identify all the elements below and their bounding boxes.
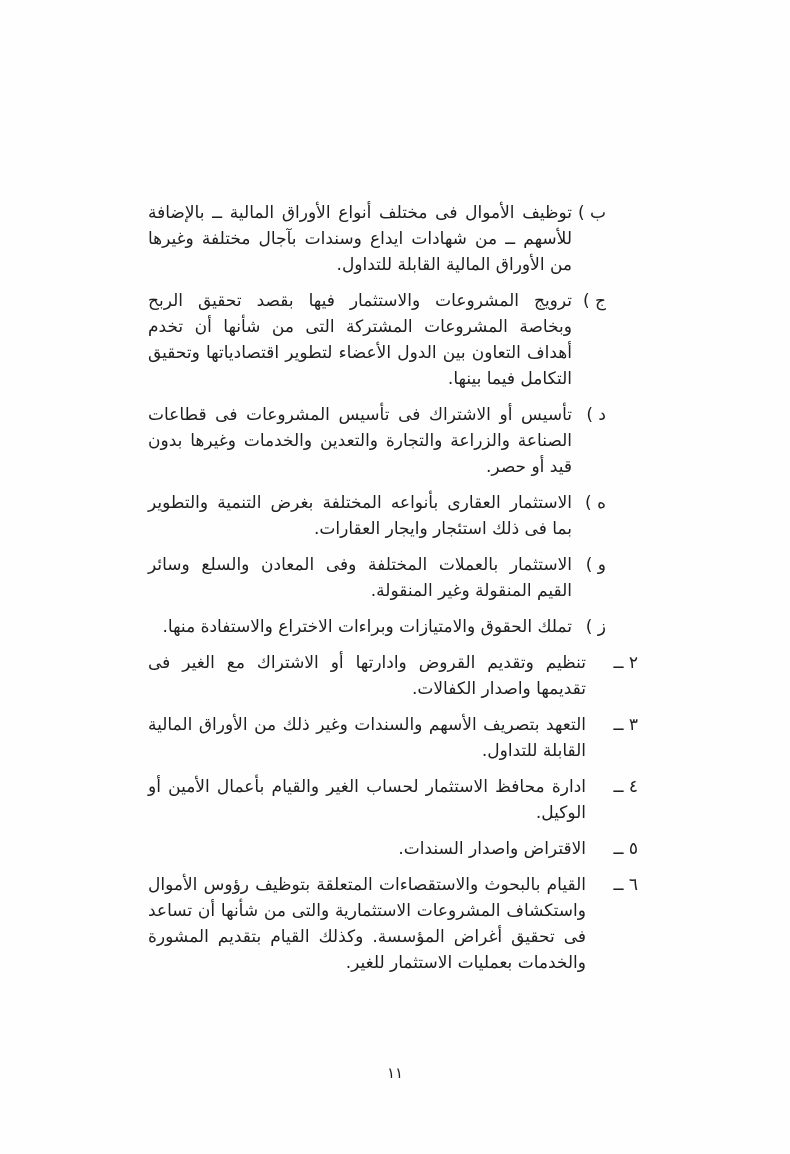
item-text: تأسيس أو الاشتراك فى تأسيس المشروعات فى قطاعات الصناعة والزراعة والتجارة والتعدين والخدمات وغيرها بدون قيد أو حصر. [148, 405, 572, 477]
item-marker: ه ) [585, 493, 606, 513]
item-marker: ٢ ــ [613, 653, 638, 673]
list-item-j [148, 288, 606, 392]
list-item-z [148, 614, 606, 640]
item-marker: ٦ ــ [613, 875, 638, 895]
item-text: ترويج المشروعات والاستثمار فيها بقصد تحقيق الربح وبخاصة المشروعات المشتركة التى من شأنها أن تخدم أهداف التعاون بين الدول الأعضاء لتطوير اقتصادياتها وتحقيق التكامل فيما بينها. [148, 291, 572, 389]
list-item-b [148, 200, 606, 278]
item-marker: ٣ ــ [613, 715, 638, 735]
item-text: ادارة محافظ الاستثمار لحساب الغير والقيام بأعمال الأمين أو الوكيل. [148, 777, 586, 823]
item-marker: ٤ ــ [613, 777, 638, 797]
text-block [148, 200, 638, 986]
list-item-h [148, 490, 606, 542]
item-marker: ج ) [582, 291, 606, 311]
list-item-3 [148, 712, 638, 764]
item-text: الاستثمار بالعملات المختلفة وفى المعادن والسلع وسائر القيم المنقولة وغير المنقولة. [148, 555, 572, 601]
item-text: الاستثمار العقارى بأنواعه المختلفة بغرض التنمية والتطوير بما فى ذلك استئجار وايجار العقارات. [148, 493, 572, 539]
item-text: القيام بالبحوث والاستقصاءات المتعلقة بتوظيف رؤوس الأموال واستكشاف المشروعات الاستثمارية والتى من شأنها أن تساعد فى تحقيق أغراض المؤسسة. وكذلك القيام بتقديم المشورة والخدمات بعمليات الاستثمار للغير. [148, 875, 586, 973]
item-text: توظيف الأموال فى مختلف أنواع الأوراق المالية ــ بالإضافة للأسهم ــ من شهادات ايداع وسندات بآجال مختلفة وغيرها من الأوراق المالية القابلة للتداول. [148, 203, 572, 275]
list-item-4 [148, 774, 638, 826]
item-text: الاقتراض واصدار السندات. [398, 839, 586, 859]
item-text: تملك الحقوق والامتيازات وبراءات الاختراع والاستفادة منها. [162, 617, 572, 637]
item-text: تنظيم وتقديم القروض وادارتها أو الاشتراك مع الغير فى تقديمها واصدار الكفالات. [148, 653, 586, 699]
list-item-6 [148, 872, 638, 976]
item-marker: د ) [586, 405, 606, 425]
item-marker: ٥ ــ [613, 839, 638, 859]
list-item-w [148, 552, 606, 604]
item-marker: و ) [585, 555, 606, 575]
list-item-d [148, 402, 606, 480]
item-marker: ب ) [577, 203, 606, 223]
item-marker: ز ) [585, 617, 606, 637]
list-item-2 [148, 650, 638, 702]
item-text: التعهد بتصريف الأسهم والسندات وغير ذلك من الأوراق المالية القابلة للتداول. [148, 715, 586, 761]
list-item-5 [148, 836, 638, 862]
page-number: ١١ [386, 1064, 404, 1082]
